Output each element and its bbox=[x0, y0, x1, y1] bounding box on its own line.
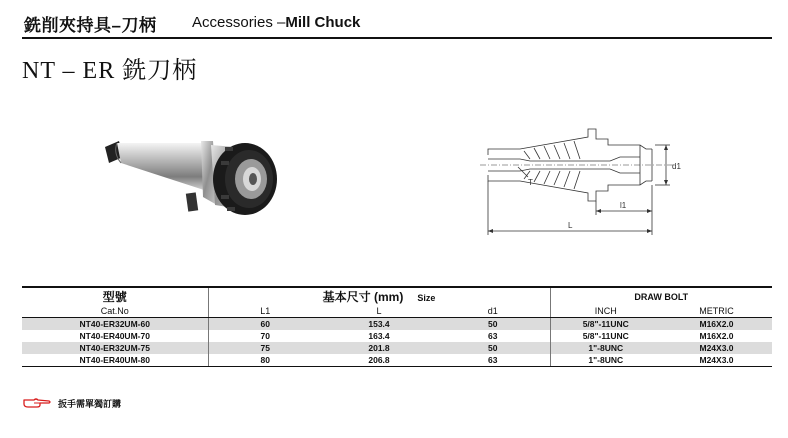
cell-d1: 50 bbox=[436, 318, 550, 331]
cell-L: 206.8 bbox=[322, 354, 436, 367]
cell-L1: 80 bbox=[208, 354, 322, 367]
cell-cat-no: NT40-ER32UM-60 bbox=[22, 318, 208, 331]
cell-inch: 1"-8UNC bbox=[550, 342, 661, 354]
cell-L1: 60 bbox=[208, 318, 322, 331]
cell-cat-no: NT40-ER32UM-75 bbox=[22, 342, 208, 354]
table-row bbox=[22, 318, 772, 331]
cell-L: 153.4 bbox=[322, 318, 436, 331]
header-title-chinese: 銑削夾持具–刀柄 bbox=[24, 16, 157, 35]
header-cat-no: Cat.No bbox=[22, 305, 208, 318]
cell-d1: 63 bbox=[436, 354, 550, 367]
cell-metric: M24X3.0 bbox=[661, 342, 772, 354]
table-header-row bbox=[22, 287, 772, 305]
wrench-note bbox=[22, 396, 121, 410]
header-size bbox=[208, 287, 550, 305]
cell-L: 163.4 bbox=[368, 331, 390, 341]
cell-metric: M24X3.0 bbox=[661, 354, 772, 367]
cell-inch: 1"-8UNC bbox=[550, 354, 661, 367]
header-L: L bbox=[322, 305, 436, 318]
pointing-hand-icon bbox=[22, 397, 52, 409]
product-photo bbox=[95, 105, 295, 240]
header-size-cn: 基本尺寸 (mm) bbox=[322, 290, 404, 304]
header-title-english-bold: Mill Chuck bbox=[285, 14, 361, 31]
drawing-label-l1: l1 bbox=[620, 201, 627, 210]
cell-d1: 63 bbox=[488, 331, 498, 341]
cell-metric: M16X2.0 bbox=[699, 331, 734, 341]
header-divider bbox=[22, 37, 772, 39]
header-L1: L1 bbox=[208, 305, 322, 318]
table-row bbox=[22, 354, 772, 367]
cell-cat-no: NT40-ER40UM-80 bbox=[22, 354, 208, 367]
drawing-label-T: T bbox=[528, 178, 533, 187]
cell-inch: 5/8"-11UNC bbox=[550, 318, 661, 331]
spec-table bbox=[22, 286, 772, 367]
header-title-english bbox=[192, 14, 360, 31]
header-d1: d1 bbox=[436, 305, 550, 318]
cell-cat-no: NT40-ER40UM-70 bbox=[79, 331, 150, 341]
cell-metric: M16X2.0 bbox=[661, 318, 772, 331]
header-size-en: Size bbox=[417, 293, 436, 303]
cell-d1: 50 bbox=[436, 342, 550, 354]
header-draw-bolt: DRAW BOLT bbox=[550, 287, 772, 305]
header-title-english-prefix: Accessories – bbox=[192, 14, 286, 31]
page-header bbox=[22, 8, 772, 34]
table-subheader-row bbox=[22, 305, 772, 318]
table-row bbox=[22, 342, 772, 354]
header-inch: INCH bbox=[550, 305, 661, 318]
drawing-label-d1: d1 bbox=[672, 162, 681, 171]
technical-drawing bbox=[460, 115, 690, 240]
header-model-cn: 型號 bbox=[22, 287, 208, 305]
drawing-label-L: L bbox=[568, 221, 573, 230]
cell-L1: 75 bbox=[208, 342, 322, 354]
header-metric: METRIC bbox=[661, 305, 772, 318]
cell-inch: 5/8"-11UNC bbox=[550, 330, 661, 342]
cell-L1: 70 bbox=[208, 330, 322, 342]
table-row bbox=[22, 330, 772, 342]
cell-L: 201.8 bbox=[322, 342, 436, 354]
product-title: NT – ER 銑刀柄 bbox=[22, 58, 198, 84]
note-text: 扳手需單獨訂購 bbox=[58, 398, 122, 409]
